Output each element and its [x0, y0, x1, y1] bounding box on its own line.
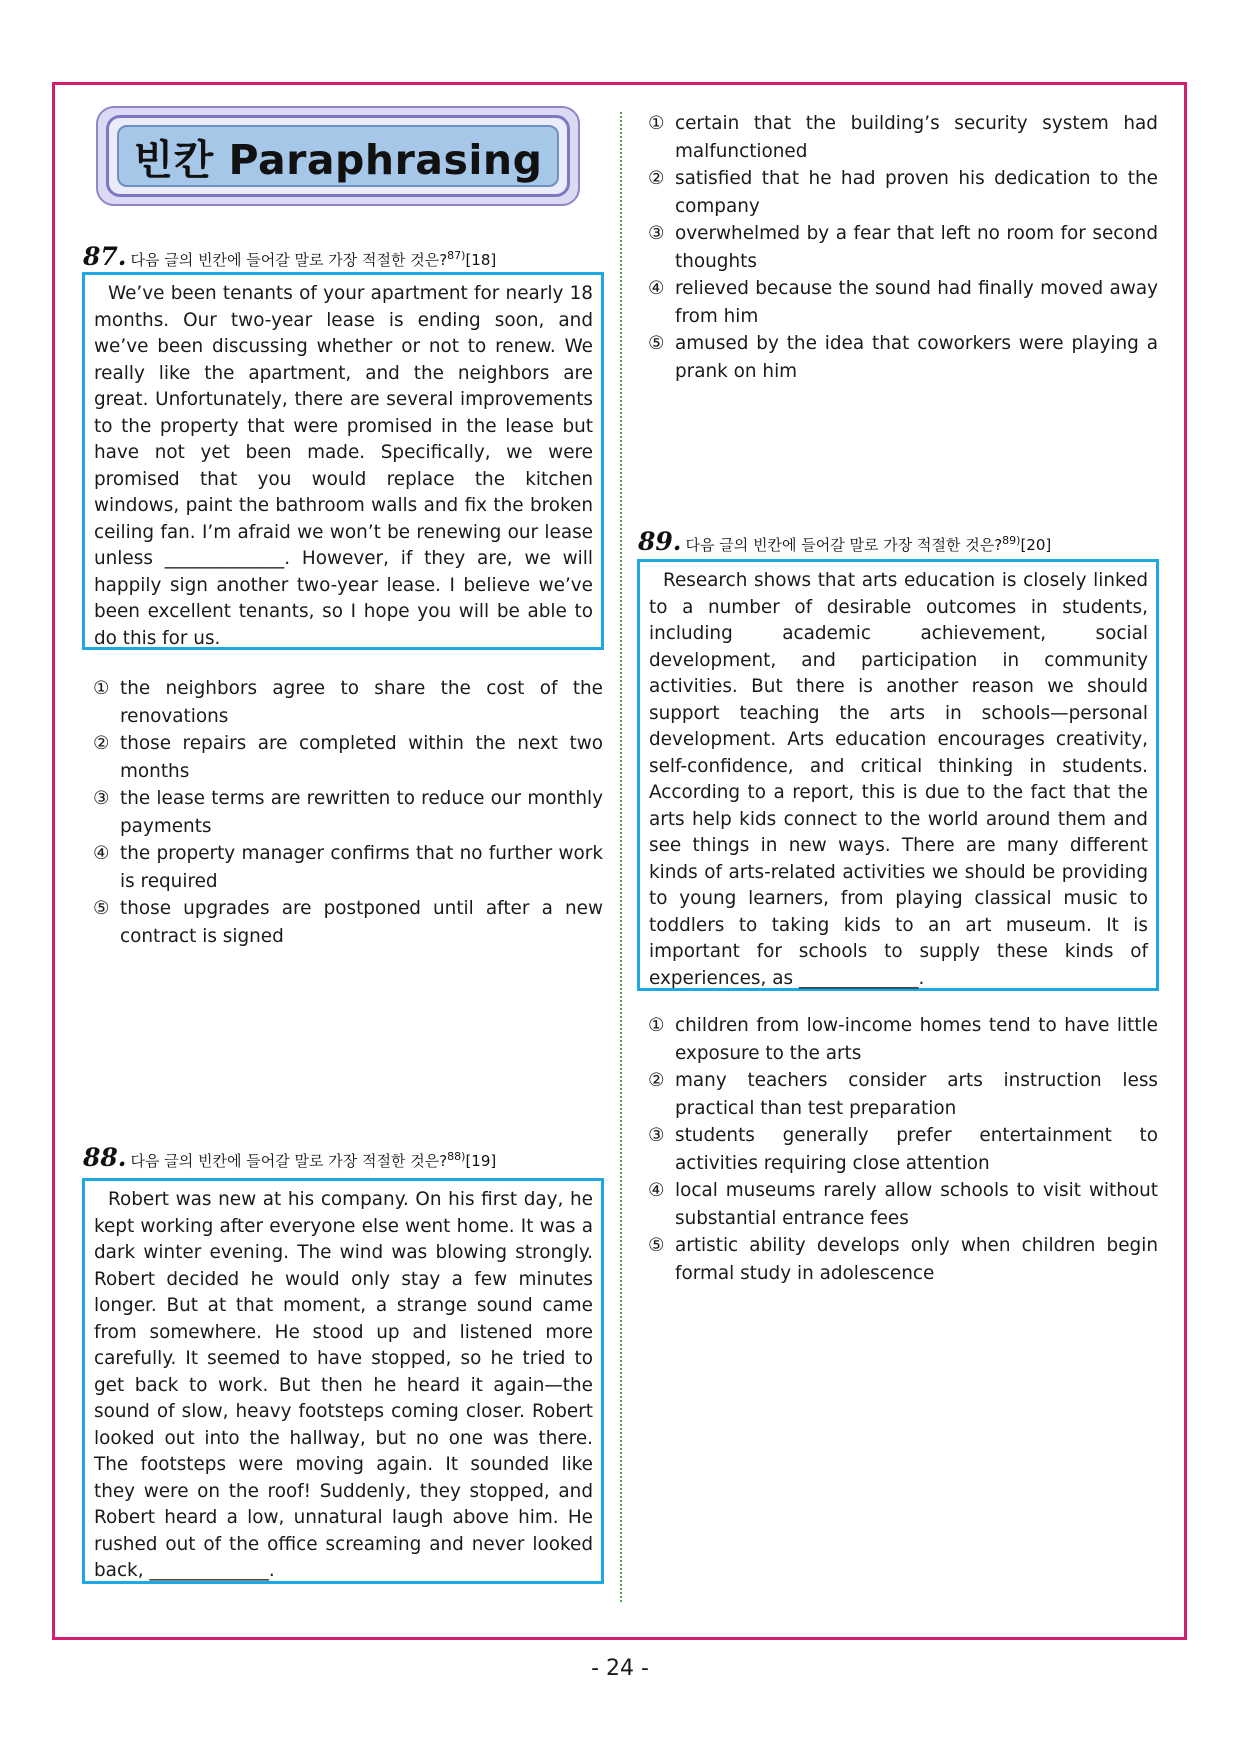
answer-option[interactable]: ② many teachers consider arts instruction less practical than test preparation	[648, 1070, 1158, 1119]
question-89-passage: Research shows that arts education is closely linked to a number of desirable outcomes in students, including academic achievement, social development, and participation in community activities. But there is another reason we should support teaching the arts in schools—personal development. Arts education encourages creativity, self-confidence, and critical thinking in students. According to a report, this is due to the fact that the arts help kids connect to the world around them and see things in new ways. There are many different kinds of arts-related activities we should be providing to young learners, from playing classical music to toddlers to taking kids to an art museum. It is important for schools to supply these kinds of experiences, as _____________.	[637, 559, 1159, 991]
question-prompt: 다음 글의 빈칸에 들어갈 말로 가장 적절한 것은?	[130, 1152, 448, 1170]
section-title: 빈칸 Paraphrasing	[133, 135, 543, 184]
question-87-passage: We’ve been tenants of your apartment for nearly 18 months. Our two-year lease is ending soon, and we’ve been discussing whether or not to renew. We really like the apartment, and the neighbors are great. Unfortunately, there are several improvements to the property that were promised in the lease but have not yet been made. Specifically, we were promised that you would replace the kitchen windows, paint the bathroom walls and fix the broken ceiling fan. I’m afraid we won’t be renewing our lease unless _____________. However, if they are, we will happily sign another two-year lease. I believe we’ve been excellent tenants, so I hope you will be able to do this for us.	[82, 272, 604, 650]
answer-option[interactable]: ⑤ amused by the idea that coworkers were playing a prank on him	[648, 333, 1158, 382]
question-88-header	[83, 1143, 496, 1172]
question-code: [18]	[465, 251, 497, 269]
question-number: 89.	[638, 527, 682, 556]
answer-option[interactable]: ④ relieved because the sound had finally moved away from him	[648, 278, 1158, 327]
question-ref: 87)	[447, 249, 466, 262]
answer-option[interactable]: ④ local museums rarely allow schools to visit without substantial entrance fees	[648, 1180, 1158, 1229]
question-88-passage: Robert was new at his company. On his first day, he kept working after everyone else went home. It was a dark winter evening. The wind was blowing strongly. Robert decided he would only stay a few minutes longer. But at that moment, a strange sound came from somewhere. He stood up and listened more carefully. It seemed to have stopped, so he tried to get back to work. But then he heard it again—the sound of slow, heavy footsteps coming closer. Robert looked out into the hallway, but no one was there. The footsteps were moving again. It sounded like they were on the roof! Suddenly, they stopped, and Robert heard a low, unnatural laugh above him. He rushed out of the office screaming and never looked back, _____________.	[82, 1178, 604, 1584]
answer-option[interactable]: ① children from low-income homes tend to have little exposure to the arts	[648, 1015, 1158, 1064]
column-divider	[620, 112, 622, 1602]
section-title-badge	[96, 106, 580, 206]
question-89-options	[648, 1012, 1158, 1287]
question-number: 88.	[83, 1143, 127, 1172]
question-prompt: 다음 글의 빈칸에 들어갈 말로 가장 적절한 것은?	[130, 251, 448, 269]
answer-option[interactable]: ② those repairs are completed within the next two months	[93, 733, 603, 782]
question-code: [20]	[1020, 536, 1052, 554]
question-code: [19]	[465, 1152, 497, 1170]
answer-option[interactable]: ③ students generally prefer entertainment to activities requiring close attention	[648, 1125, 1158, 1174]
page-number: - 24 -	[591, 1656, 649, 1681]
answer-option[interactable]: ① certain that the building’s security system had malfunctioned	[648, 113, 1158, 162]
question-ref: 89)	[1002, 534, 1021, 547]
question-88-options	[648, 110, 1158, 385]
answer-option[interactable]: ① the neighbors agree to share the cost of the renovations	[93, 678, 603, 727]
question-prompt: 다음 글의 빈칸에 들어갈 말로 가장 적절한 것은?	[685, 536, 1003, 554]
answer-option[interactable]: ③ the lease terms are rewritten to reduce our monthly payments	[93, 788, 603, 837]
question-87-options	[93, 675, 603, 950]
answer-option[interactable]: ④ the property manager confirms that no further work is required	[93, 843, 603, 892]
answer-option[interactable]: ⑤ artistic ability develops only when children begin formal study in adolescence	[648, 1235, 1158, 1284]
question-89-header	[638, 527, 1051, 556]
answer-option[interactable]: ③ overwhelmed by a fear that left no room for second thoughts	[648, 223, 1158, 272]
question-number: 87.	[83, 242, 127, 271]
question-87-header	[83, 242, 496, 271]
question-ref: 88)	[447, 1150, 466, 1163]
answer-option[interactable]: ⑤ those upgrades are postponed until after a new contract is signed	[93, 898, 603, 947]
answer-option[interactable]: ② satisfied that he had proven his dedication to the company	[648, 168, 1158, 217]
